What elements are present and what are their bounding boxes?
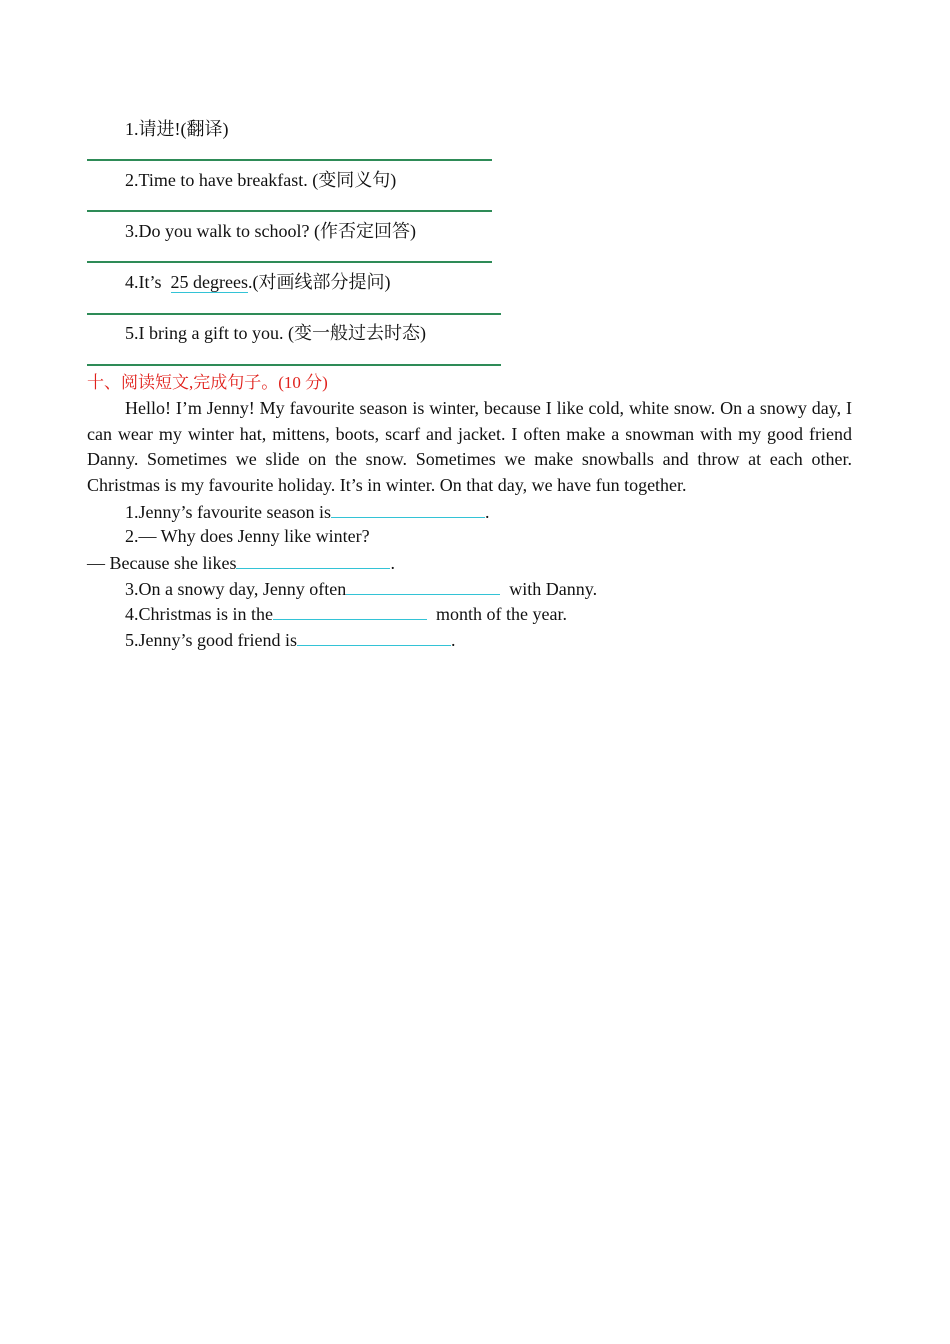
question-3: [125, 220, 416, 242]
fill-item-1-text: 1.Jenny’s favourite season is: [125, 502, 331, 522]
fill-item-2-question-text: 2.— Why does Jenny like winter?: [125, 526, 370, 546]
fill-blank-2[interactable]: [236, 550, 390, 569]
fill-blank-4[interactable]: [273, 601, 427, 620]
question-5: [125, 322, 426, 344]
question-1-text: 1.请进!(翻译): [125, 119, 229, 139]
section-title: 十、阅读短文,完成句子。(10 分): [87, 373, 328, 392]
fill-item-3-after: with Danny.: [500, 579, 598, 599]
fill-item-4: [125, 601, 567, 625]
question-2-text: 2.Time to have breakfast. (变同义句): [125, 170, 397, 190]
fill-item-1: [125, 499, 489, 523]
fill-item-2-after: .: [390, 553, 395, 573]
question-4: [125, 271, 390, 293]
fill-item-1-after: .: [484, 502, 490, 522]
fill-blank-5[interactable]: [297, 627, 451, 646]
question-4-prefix: 4.It’s: [125, 272, 171, 292]
fill-item-5-text: 5.Jenny’s good friend is: [125, 630, 297, 650]
answer-line-2[interactable]: [87, 210, 492, 212]
question-1: [125, 118, 228, 140]
fill-item-2-answer: [87, 550, 395, 574]
question-4-suffix: .(对画线部分提问): [247, 272, 391, 292]
fill-item-5: [125, 627, 455, 651]
question-4-underlined-phrase: 25 degrees: [170, 272, 248, 292]
answer-line-4[interactable]: [87, 313, 501, 315]
answer-line-1[interactable]: [87, 159, 492, 161]
answer-line-3[interactable]: [87, 261, 492, 263]
fill-item-5-after: .: [450, 630, 456, 650]
fill-item-3-text: 3.On a snowy day, Jenny often: [125, 579, 347, 599]
fill-item-2-answer-text: — Because she likes: [87, 553, 237, 573]
fill-blank-3[interactable]: [346, 576, 500, 595]
fill-item-4-after: month of the year.: [427, 604, 567, 624]
question-3-text: 3.Do you walk to school? (作否定回答): [125, 221, 416, 241]
answer-line-5[interactable]: [87, 364, 501, 366]
fill-item-3: [125, 576, 597, 600]
fill-blank-1[interactable]: [331, 499, 485, 518]
fill-item-4-text: 4.Christmas is in the: [125, 604, 273, 624]
reading-passage: Hello! I’m Jenny! My favourite season is winter, because I like cold, white snow. On a snowy day, I can wear my winter hat, mittens, boots, scarf and jacket. I often make a snowman with my good friend Danny. Sometimes we slide on the snow. Sometimes we make snowballs and throw at each other. Christmas is my favourite holiday. It’s in winter. On that day, we have fun together.: [87, 398, 852, 495]
fill-item-2-question: [125, 525, 370, 547]
question-5-text: 5.I bring a gift to you. (变一般过去时态): [125, 323, 426, 343]
question-2: [125, 169, 396, 191]
